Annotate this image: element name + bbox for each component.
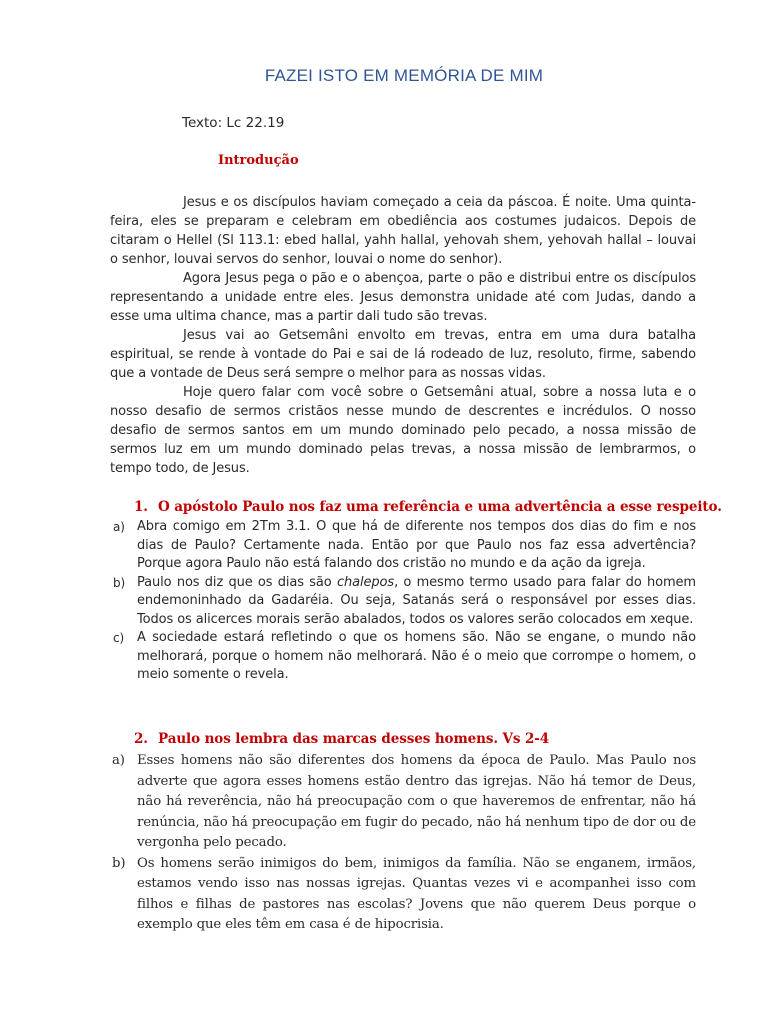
list-item (110, 574, 696, 630)
section-number: 1. (134, 499, 148, 515)
scripture-reference: Texto: Lc 22.19 (182, 115, 285, 131)
list-marker: a) (112, 753, 125, 768)
intro-paragraph: Jesus e os discípulos haviam começado a ceia da páscoa. É noite. Uma quinta-feira, eles se preparam e celebram em obediência aos costumes judaicos. Depois de citaram o Hellel (Sl 113.1: ebed hallal, yahh hallal, yehovah shem, yehovah hallal – louvai o senhor, louvai servos do senhor, louvai o nome do senhor). (110, 195, 696, 267)
section-2-list (110, 751, 696, 936)
document-title: FAZEI ISTO EM MEMÓRIA DE MIM (264, 66, 544, 85)
list-marker: b) (112, 855, 126, 871)
section-number: 2. (134, 731, 148, 747)
section-1-list (110, 518, 696, 685)
list-item-italic-term: chalepos (336, 574, 395, 590)
section-heading-text: O apóstolo Paulo nos faz uma referência e uma advertência a esse respeito. (158, 499, 722, 515)
section-1-heading (134, 499, 722, 515)
list-marker: a) (113, 520, 125, 534)
list-item-text: A sociedade estará refletindo o que os homens são. Não se engane, o mundo não melhorará, porque o homem não melhorará. Não é o meio que corrompe o homem, o meio somente o revela. (137, 630, 696, 682)
intro-paragraph: Agora Jesus pega o pão e o abençoa, parte o pão e distribui entre os discípulos representando a unidade entre eles. Jesus demonstra unidade até com Judas, dando a esse uma ultima chance, mas a partir dali tudo são trevas. (110, 271, 696, 324)
section-2-heading (134, 731, 549, 747)
list-item (110, 518, 696, 574)
list-item (110, 629, 696, 685)
introduction-heading: Introdução (218, 153, 299, 168)
list-marker: b) (113, 575, 126, 590)
section-heading-text: Paulo nos lembra das marcas desses homens. Vs 2-4 (158, 731, 550, 747)
introduction-body (110, 193, 696, 478)
list-item-text-after: , o mesmo termo usado para falar do homem endemoninhado da Gadaréia. Ou seja, Satanás será o responsável por esses dias. Todos os alicerces morais serão abalados, todos os valores serão colocados em xeque. (137, 574, 696, 627)
list-item-text-before: Paulo nos diz que os dias são (137, 574, 337, 590)
list-marker: c) (113, 631, 125, 645)
intro-paragraph: Hoje quero falar com você sobre o Getsemâni atual, sobre a nossa luta e o nosso desafio de sermos cristãos nesse mundo de descrentes e incrédulos. O nosso desafio de sermos santos em um mundo dominado pelo pecado, a nossa missão de sermos luz em um mundo dominado pelas trevas, a nossa missão de lembrarmos, o tempo todo, de Jesus. (110, 385, 696, 476)
list-item (110, 854, 696, 936)
intro-paragraph: Jesus vai ao Getsemâni envolto em trevas, entra em uma dura batalha espiritual, se rende à vontade do Pai e sai de lá rodeado de luz, resoluto, firme, sabendo que a vontade de Deus será sempre o melhor para as nossas vidas. (110, 328, 696, 381)
list-item-text: Esses homens não são diferentes dos homens da época de Paulo. Mas Paulo nos adverte que agora esses homens estão dentro das igrejas. Não há temor de Deus, não há reverência, não há preocupação com o que haveremos de enfrentar, não há renúncia, não há preocupação em fugir do pecado, não há nenhum tipo de dor ou de vergonha pelo pecado. (137, 753, 696, 850)
list-item (110, 751, 696, 854)
list-item-text: Os homens serão inimigos do bem, inimigos da família. Não se enganem, irmãos, estamos vendo isso nas nossas igrejas. Quantas vezes vi e acompanhei isso com filhos e filhas de pastores nas escolas? Jovens que não querem Deus porque o exemplo que eles têm em casa é de hipocrisia. (137, 855, 696, 932)
list-item-text: Abra comigo em 2Tm 3.1. O que há de diferente nos tempos dos dias do fim e nos dias de Paulo? Certamente nada. Então por que Paulo nos faz essa advertência? Porque agora Paulo não está falando dos cristão no mundo e da ação da igreja. (137, 519, 696, 571)
